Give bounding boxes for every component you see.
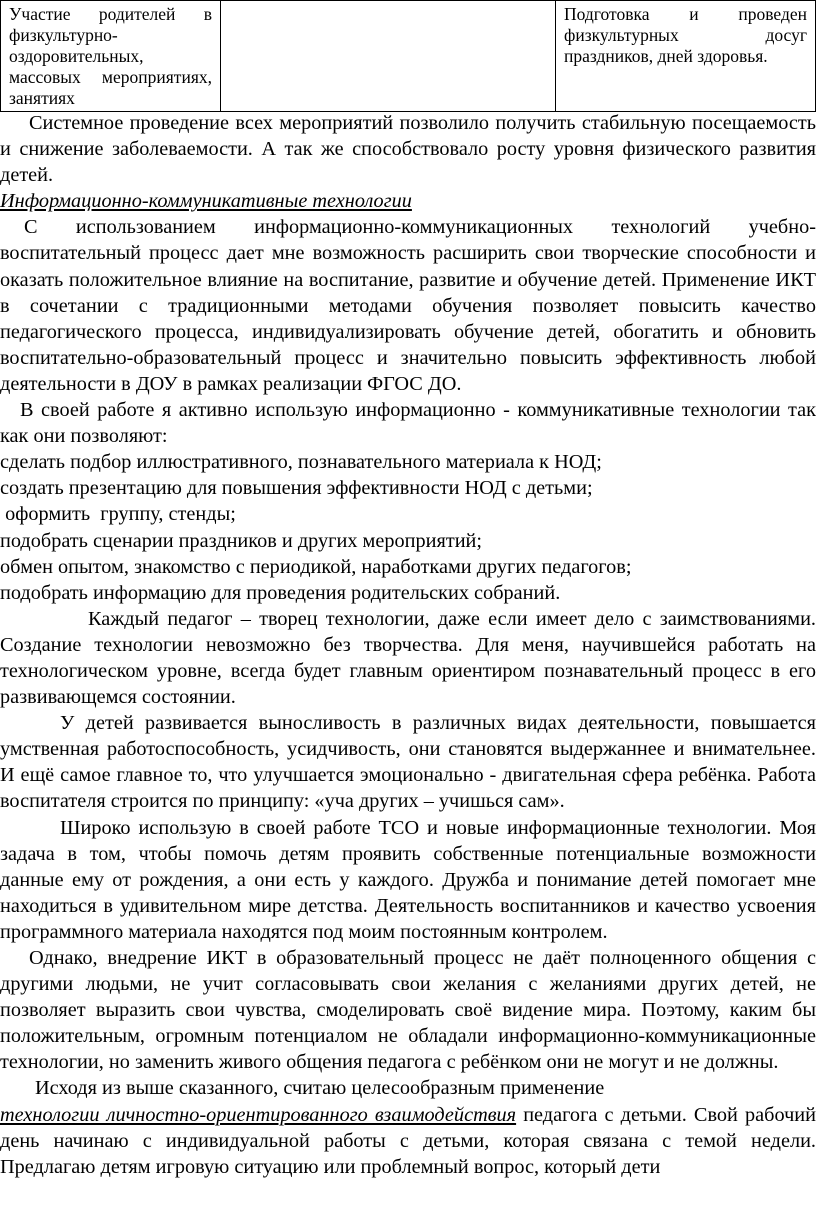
list-item: создать презентацию для повышения эффективности НОД с детьми; — [0, 477, 593, 500]
paragraph-results: Системное проведение всех мероприятий позволило получить стабильную посещаемость и снижение заболеваемости. А так же способствовало росту уровня физического развития детей. — [0, 112, 816, 187]
emphasis-technology: технологии личностно-ориентированного взаимодействия — [0, 1103, 517, 1126]
paragraph-limits: Однако, внедрение ИКТ в образовательный процесс не даёт полноценного общения с другими людьми, не учит согласовывать свои желания с желаниями других детей, не позволяет выразить свои чувства, смоделировать своё видение мира. Поэтому, каким бы положительным, огромным потенциалом не обладали информационно-коммуникационные технологии, но заменить живого общения педагога с ребёнком они не могут и не должны. — [0, 947, 816, 1074]
conclusion-text: педагога с детьми. Свой рабочий день начинаю с индивидуальной работы с детьми, которая связана с темой недели. Предлагаю детям игровую ситуацию или проблемный вопрос, который дети — [0, 1103, 816, 1178]
paragraph-ikt-intro: С использованием информационно-коммуникационных технологий учебно-воспитательный процесс дает мне возможность расширить свои творческие способности и оказать положительное влияние на воспитание, развитие и обучение детей. Применение ИКТ в сочетании с традиционными методами обучения позволяет повысить качество педагогического процесса, индивидуализировать обучение детей, обогатить и обновить воспитательно-образовательный процесс и значительно повысить эффективность любой деятельности в ДОУ в рамках реализации ФГОС ДО. — [0, 216, 816, 395]
list-item: оформить группу, стенды; — [0, 503, 236, 526]
paragraph-tso: Широко использую в своей работе ТСО и новые информационные технологии. Моя задача в том, чтобы помочь детям проявить собственные потенциальные возможности данные ему от рождения, а они есть у каждого. Дружба и понимание детей помогает мне находиться в удивительном мире детства. Деятельность воспитанников и качество усвоения программного материала находятся под моим постоянным контролем. — [0, 816, 816, 943]
cell-text: Подготовка и проведен физкультурных досуг праздников, дней здоровья. — [564, 4, 807, 66]
cell-text: Участие родителей в физкультурно-оздоровительных, массовых мероприятиях, занятиях — [9, 4, 212, 108]
paragraph-conclusion-lead: Исходя из выше сказанного, считаю целесообразным применение — [35, 1077, 605, 1100]
table-row — [1, 1, 816, 112]
list-item: подобрать информацию для проведения родительских собраний. — [0, 581, 561, 604]
paragraph-creator: Каждый педагог – творец технологии, даже если имеет дело с заимствованиями. Создание технологии невозможно без творчества. Для меня, научившейся работать на технологическом уровне, всегда будет главным ориентиром познавательный процесс в его развивающемся состоянии. — [0, 607, 816, 709]
paragraph-ikt-usage: В своей работе я активно использую информационно - коммуникативные технологии так как они позволяют: — [0, 399, 816, 448]
list-item: подобрать сценарии праздников и других мероприятий; — [0, 529, 483, 552]
document-body — [0, 110, 816, 1180]
heading-ikt: Информационно-коммуникативные технологии — [0, 190, 412, 213]
table-cell-preparation — [556, 1, 816, 112]
table-cell-empty — [221, 1, 556, 112]
list-item: сделать подбор иллюстративного, познавательного материала к НОД; — [0, 451, 602, 474]
paragraph-conclusion — [0, 1102, 816, 1180]
section-heading — [0, 188, 816, 214]
list-item: обмен опытом, знакомство с периодикой, наработками других педагогов; — [0, 555, 632, 578]
table-cell-participation — [1, 1, 221, 112]
paragraph-endurance: У детей развивается выносливость в различных видах деятельности, повышается умственная работоспособность, усидчивость, они становятся выдержаннее и внимательнее. И ещё самое главное то, что улучшается эмоционально - двигательная сфера ребёнка. Работа воспитателя строится по принципу: «уча других – учишься сам». — [0, 712, 816, 813]
activities-table — [0, 0, 816, 112]
